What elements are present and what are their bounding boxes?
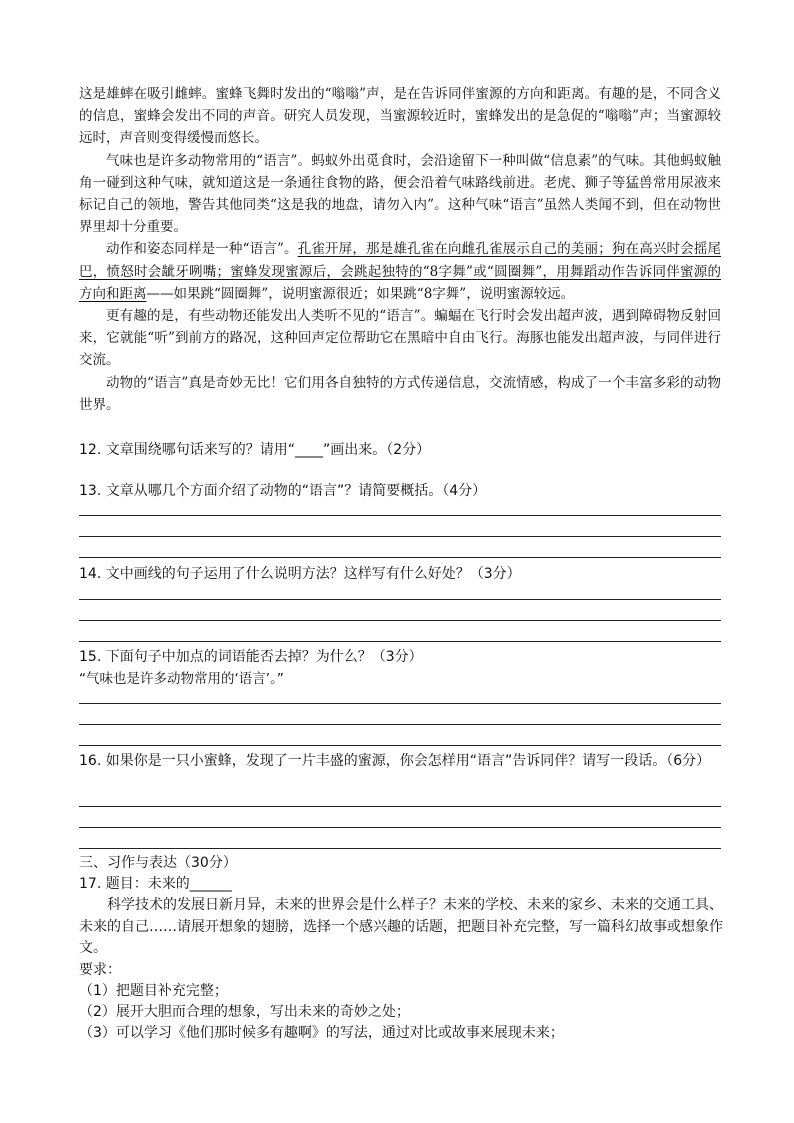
essay-prompt: 科学技术的发展日新月异，未来的世界会是什么样子？未来的学校、未来的家乡、未来的交通工具、未来的自己……请展开想象的翅膀，选择一个感兴趣的话题，把题目补充完整，写一篇科幻故事或想象作文。 bbox=[79, 897, 723, 956]
answer-line[interactable] bbox=[79, 703, 721, 704]
answer-line[interactable] bbox=[79, 745, 721, 746]
question-15 bbox=[79, 646, 721, 690]
requirement-item: （3）可以学习《他们那时候多有趣啊》的写法，通过对比或故事来展现未来； bbox=[79, 1024, 564, 1041]
section-heading: 三、习作与表达（30分） bbox=[79, 855, 237, 871]
quoted-sentence: “气味也是许多动物常用的‘语言’。” bbox=[79, 671, 284, 687]
passage-text: 动作和姿态同样是一种“语言”。 bbox=[106, 241, 298, 258]
passage-paragraph: 气味也是许多动物常用的“语言”。蚂蚁外出觅食时，会沿途留下一种叫做“信息素”的气味。其他蚂蚁触角一碰到这种气味，就知道这是一条通往食物的路，便会沿着气味路线前进。老虎、狮子等猛兽常用尿液来标记自己的领地，警告其他同类“这是我的地盘，请勿入内”。这种气味“语言”虽然人类闻不到，但在动物世界里却十分重要。 bbox=[79, 152, 721, 236]
question-text: 15. 下面句子中加点的词语能否去掉？为什么？（3分） bbox=[79, 649, 423, 665]
requirement-item: （1）把题目补充完整； bbox=[79, 982, 228, 999]
answer-line[interactable] bbox=[79, 620, 721, 621]
answer-line[interactable] bbox=[79, 827, 721, 828]
answer-line[interactable] bbox=[79, 599, 721, 600]
question-text: 16. 如果你是一只小蜜蜂，发现了一片丰盛的蜜源，你会怎样用“语言”告诉同伴？请写一段话。（6分） bbox=[79, 753, 711, 769]
passage-text: ——如果跳“圆圈舞”，说明蜜源很近；如果跳“8字舞”，说明蜜源较远。 bbox=[146, 285, 575, 302]
writing-section bbox=[79, 853, 729, 1044]
answer-line[interactable] bbox=[79, 724, 721, 725]
question-text: 14. 文中画线的句子运用了什么说明方法？这样写有什么好处？（3分） bbox=[79, 566, 521, 582]
requirements-label: 要求： bbox=[79, 961, 121, 978]
passage-paragraph: 动物的“语言”真是奇妙无比！它们用各自独特的方式传递信息，交流情感，构成了一个丰富多彩的动物世界。 bbox=[79, 374, 721, 413]
question-14 bbox=[79, 563, 721, 585]
answer-line[interactable] bbox=[79, 536, 721, 537]
question-13 bbox=[79, 480, 721, 502]
underlined-sentence: 孔雀开屏，那是雄孔雀在向雌孔雀展示自己的美丽；狗在高兴时会摇尾巴，愤怒时会龇牙咧嘴；蜜蜂发现蜜源后，会跳起独特的“8字舞”或“圆圈舞”，用舞蹈动作告诉同伴蜜源的方向和距离 bbox=[79, 241, 721, 302]
essay-title: 17. 题目：未来的______ bbox=[79, 876, 232, 892]
passage-paragraph: 这是雄蟀在吸引雌蟀。蜜蜂飞舞时发出的“嗡嗡”声，是在告诉同伴蜜源的方向和距离。有趣的是，不同含义的信息，蜜蜂会发出不同的声音。研究人员发现，当蜜源较近时，蜜蜂发出的是急促的“嗡嗡”声；当蜜源较远时，声音则变得缓慢而悠长。 bbox=[79, 86, 721, 147]
question-12 bbox=[79, 439, 721, 461]
answer-line[interactable] bbox=[79, 806, 721, 807]
answer-line[interactable] bbox=[79, 515, 721, 516]
question-16 bbox=[79, 750, 721, 772]
answer-line[interactable] bbox=[79, 848, 721, 849]
passage-paragraph bbox=[79, 238, 721, 305]
question-text: 12. 文章围绕哪句话来写的？请用“____”画出来。（2分） bbox=[79, 442, 431, 458]
requirement-item: （2）展开大胆而合理的想象，写出未来的奇妙之处； bbox=[79, 1003, 410, 1020]
question-text: 13. 文章从哪几个方面介绍了动物的“语言”？请简要概括。（4分） bbox=[79, 483, 487, 499]
passage-paragraph: 更有趣的是，有些动物还能发出人类听不见的“语言”。蝙蝠在飞行时会发出超声波，遇到障碍物反射回来，它就能“听”到前方的路况，这种回声定位帮助它在黑暗中自由飞行。海豚也能发出超声波，与同伴进行交流。 bbox=[79, 308, 721, 369]
reading-passage bbox=[79, 83, 721, 416]
answer-line[interactable] bbox=[79, 641, 721, 642]
answer-line[interactable] bbox=[79, 557, 721, 558]
